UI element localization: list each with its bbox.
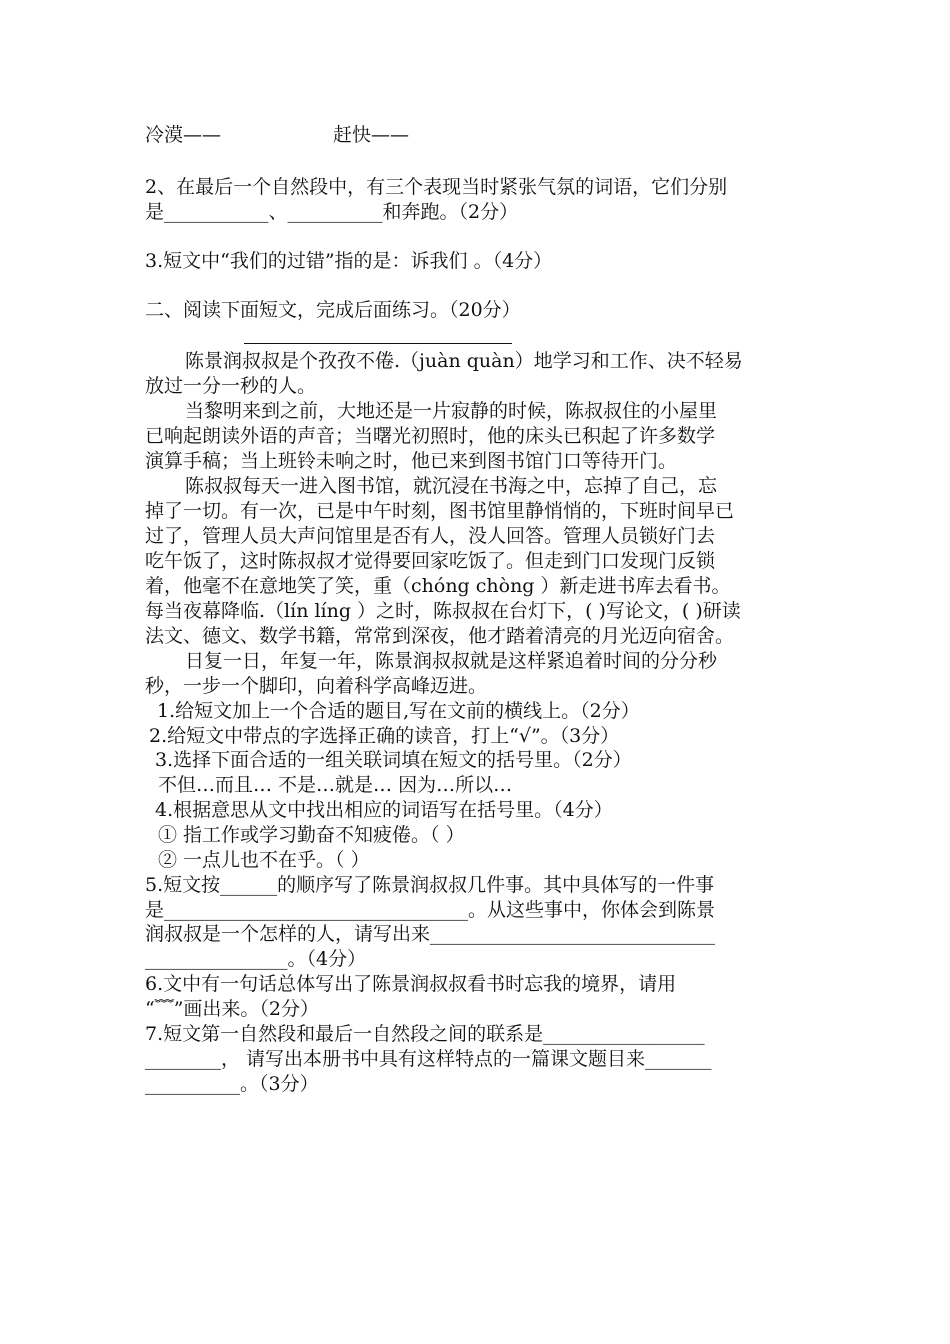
word-pair-line (145, 123, 810, 147)
paragraph-2-line-2: 已响起朗读外语的声音；当曙光初照时，他的床头已积起了许多数学 (145, 425, 716, 447)
exercise-6-line-2: “﹌”画出来。（2分） (145, 998, 320, 1020)
paragraph-3-line-7: 法文、德文、数学书籍，常常到深夜，他才踏着清亮的月光迈向宿舍。 (145, 625, 735, 647)
paragraph-3-line-3: 过了，管理人员大声问馆里是否有人，没人回答。管理人员锁好门去 (145, 525, 716, 547)
paragraph-3-line-6: 每当夜幕降临.（lín líng ）之时，陈叔叔在台灯下，( )写论文，( )研读 (145, 600, 741, 622)
paragraph-2-line-3: 演算手稿；当上班铃未响之时，他已来到图书馆门口等待开门。 (145, 450, 678, 472)
paragraph-1-line-1: 陈景润叔叔是个孜孜不倦.（juàn quàn）地学习和工作、决不轻易 (185, 350, 743, 372)
exercise-7-line-1: 7.短文第一自然段和最后一自然段之间的联系是_________________ (145, 1023, 705, 1045)
exercise-5-line-1: 5.短文按______的顺序写了陈景润叔叔几件事。其中具体写的一件事 (145, 874, 715, 896)
question-2-line-1: 2、在最后一个自然段中，有三个表现当时紧张气氛的词语，它们分别 (145, 176, 728, 198)
exercise-5-line-3: 润叔叔是一个怎样的人，请写出来______________________________ (145, 923, 716, 945)
paragraph-3-line-4: 吃午饭了，这时陈叔叔才觉得要回家吃饭了。但走到门口发现门反锁 (145, 550, 716, 572)
exercise-1: 1.给短文加上一个合适的题目,写在文前的横线上。（2分） (157, 700, 640, 722)
title-blank-line (244, 343, 512, 344)
question-3: 3.短文中“我们的过错”指的是：诉我们 。（4分） (145, 250, 553, 272)
exercise-6-line-1: 6.文中有一句话总体写出了陈景润叔叔看书时忘我的境界，请用 (145, 973, 677, 995)
exercise-3: 3.选择下面合适的一组关联词填在短文的括号里。（2分） (155, 749, 632, 771)
exercise-5-line-4: _______________。（4分） (145, 948, 367, 970)
exercise-2: 2.给短文中带点的字选择正确的读音，打上“√”。（3分） (149, 725, 620, 747)
word-cold: 冷漠—— (145, 124, 222, 146)
exercise-3-options: 不但…而且… 不是…就是… 因为…所以… (158, 774, 513, 796)
exercise-5-line-2: 是________________________________。从这些事中，你体会到陈景 (145, 899, 716, 921)
exercise-4: 4.根据意思从文中找出相应的词语写在括号里。（4分） (155, 799, 613, 821)
exercise-7-line-2: ________， 请写出本册书中具有这样特点的一篇课文题目来_______ (145, 1048, 712, 1070)
paragraph-1-line-2: 放过一分一秒的人。 (145, 375, 317, 397)
paragraph-3-line-5: 着，他毫不在意地笑了笑，重（chóng chòng ）新走进书库去看书。 (145, 575, 731, 597)
exercise-7-line-3: __________。（3分） (145, 1073, 319, 1095)
paragraph-3-line-2: 掉了一切。有一次，已是中午时刻，图书馆里静悄悄的，下班时间早已 (145, 500, 735, 522)
exercise-4-item-1: ① 指工作或学习勤奋不知疲倦。（ ） (158, 824, 465, 846)
section-2-heading: 二、阅读下面短文，完成后面练习。（20分） (145, 299, 521, 321)
paragraph-4-line-2: 秒，一步一个脚印，向着科学高峰迈进。 (145, 675, 488, 697)
paragraph-3-line-1: 陈叔叔每天一进入图书馆，就沉浸在书海之中，忘掉了自己，忘 (185, 475, 718, 497)
paragraph-4-line-1: 日复一日，年复一年，陈景润叔叔就是这样紧追着时间的分分秒 (185, 650, 718, 672)
paragraph-2-line-1: 当黎明来到之前，大地还是一片寂静的时候，陈叔叔住的小屋里 (185, 400, 718, 422)
exercise-4-item-2: ② 一点儿也不在乎。（ ） (158, 849, 370, 871)
word-quick: 赶快—— (333, 124, 410, 146)
question-2-line-2: 是___________、__________和奔跑。（2分） (145, 201, 519, 223)
